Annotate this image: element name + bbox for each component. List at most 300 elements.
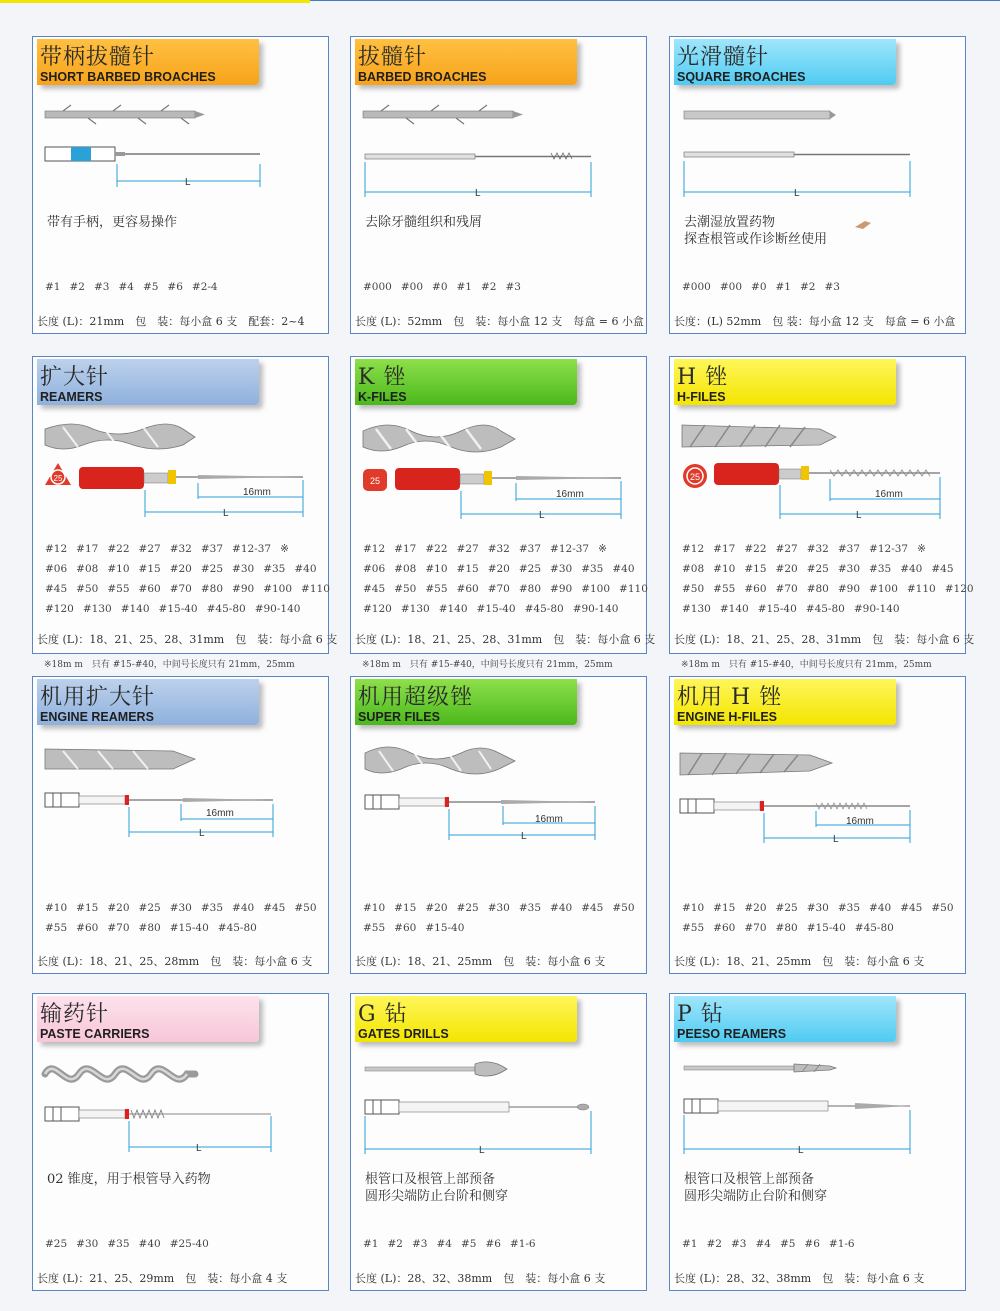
title-cn: 机用超级锉 xyxy=(358,685,474,710)
size-item: #1-6 xyxy=(509,1238,536,1250)
length-label: L xyxy=(223,508,229,519)
title-en: ENGINE REAMERS xyxy=(40,710,154,724)
size-item: #50 xyxy=(931,902,954,914)
card-paste-carriers xyxy=(32,993,329,1291)
barbed-shaft-image xyxy=(363,105,523,124)
working-length-label: 16mm xyxy=(846,816,874,827)
size-item: #50 xyxy=(294,902,317,914)
length-dimension xyxy=(684,1110,910,1154)
twisted-tip-image xyxy=(682,425,836,447)
description: 去潮湿放置药物 探查根管或作诊断丝使用 xyxy=(684,215,828,247)
size-item: #90-140 xyxy=(853,603,900,615)
size-item: #30 xyxy=(837,563,861,575)
size-row xyxy=(363,922,644,942)
size-item: #0 xyxy=(751,281,767,293)
size-item: #35 xyxy=(263,563,286,575)
length-label: L xyxy=(798,1145,804,1156)
size-item: #2 xyxy=(706,1238,722,1250)
size-row xyxy=(363,583,657,603)
title-en: SHORT BARBED BROACHES xyxy=(40,70,216,84)
size-item: #25 xyxy=(806,563,829,575)
size-list xyxy=(45,543,339,623)
size-item: #3 xyxy=(411,1238,428,1250)
twisted-tip-image xyxy=(365,747,515,774)
size-row xyxy=(682,543,983,563)
title-en: ENGINE H-FILES xyxy=(677,710,778,724)
size-item: #25 xyxy=(45,1238,68,1250)
size-item: #50 xyxy=(394,583,417,595)
working-length-label: 16mm xyxy=(556,489,584,500)
top-decoration xyxy=(0,0,1000,8)
length-dimension xyxy=(365,1111,591,1154)
svg-text:25: 25 xyxy=(369,476,381,486)
size-item: #20 xyxy=(487,563,510,575)
size-row xyxy=(682,1238,864,1258)
title-cn: H 锉 xyxy=(677,365,729,390)
size-item: #17 xyxy=(713,543,736,555)
size-item: #60 xyxy=(744,583,767,595)
twisted-tip-image xyxy=(45,749,195,769)
size-item: #30 xyxy=(487,902,510,914)
size-item: #20 xyxy=(107,902,130,914)
size-item: #15-40 xyxy=(757,603,797,615)
size-item: #45 xyxy=(900,902,923,914)
size-item: #4 xyxy=(436,1238,452,1250)
card-short-barbed-broaches xyxy=(32,36,329,334)
size-item: #130 xyxy=(682,603,711,615)
card-engine-h-files xyxy=(669,676,966,974)
title-en: PEESO REAMERS xyxy=(677,1027,787,1041)
description: 根管口及根管上部预备 圆形尖端防止台阶和侧穿 xyxy=(365,1172,509,1204)
length-label: L xyxy=(833,834,839,845)
working-length-label: 16mm xyxy=(243,487,271,498)
peeso-reamer-image xyxy=(684,1099,910,1113)
size-item: #1 xyxy=(456,281,472,293)
size-item: #000 xyxy=(363,281,392,293)
size-item: ※ xyxy=(280,543,289,555)
size-row xyxy=(682,603,983,623)
size-row xyxy=(682,902,963,922)
size-item: #5 xyxy=(142,281,159,293)
size-item: #30 xyxy=(550,563,573,575)
size-item: #55 xyxy=(713,583,736,595)
size-item: #120 xyxy=(363,603,392,615)
size-item: #40 xyxy=(900,563,923,575)
title-en: BARBED BROACHES xyxy=(358,70,487,84)
size-item: #50 xyxy=(682,583,705,595)
twisted-tip-image xyxy=(680,753,832,775)
size-item: #40 xyxy=(294,563,317,575)
size-item: #90 xyxy=(550,583,573,595)
size-item: #45 xyxy=(45,583,68,595)
size-item: #20 xyxy=(169,563,192,575)
size-item: #55 xyxy=(363,922,386,934)
size-item: #00 xyxy=(719,281,743,293)
size-item: #10 xyxy=(713,563,736,575)
size-list xyxy=(363,281,530,301)
size-item: #25-40 xyxy=(169,1238,209,1250)
title-cn: 输药针 xyxy=(40,1002,110,1027)
length-label: L xyxy=(185,177,191,188)
card-barbed-broaches xyxy=(350,36,647,334)
spec-line: 长度 (L)：52mm 包 装：每小盒 12 支 每盒 = 6 小盒 xyxy=(355,315,644,328)
size-item: #12-37 xyxy=(869,543,909,555)
svg-text:25: 25 xyxy=(53,474,63,483)
working-length-label: 16mm xyxy=(206,808,234,819)
length-label: L xyxy=(856,510,862,521)
size-item: #37 xyxy=(200,543,224,555)
footnote-reamers: ※18m m 只有 #15-#40，中间号长度只有 21mm，25mm xyxy=(44,660,295,670)
long-broach-image xyxy=(684,152,910,157)
size-item: #70 xyxy=(169,583,192,595)
size-item: #1 xyxy=(682,1238,698,1250)
size-item: #80 xyxy=(806,583,829,595)
spiral-tip-image xyxy=(45,1069,195,1079)
size-item: #110 xyxy=(619,583,648,595)
twisted-tip-image xyxy=(363,425,515,452)
size-item: #110 xyxy=(301,583,330,595)
size-item: #20 xyxy=(775,563,798,575)
size-item: #08 xyxy=(394,563,417,575)
size-item: #4 xyxy=(118,281,134,293)
size-list xyxy=(682,543,983,623)
size-item: #15-40 xyxy=(425,922,465,934)
size-item: #140 xyxy=(719,603,749,615)
spec-line: 长度 (L)：18、21、25、28、31mm 包 装：每小盒 6 支 xyxy=(37,633,338,646)
size-row xyxy=(45,902,326,922)
card-gates-drills xyxy=(350,993,647,1291)
size-item: #45-80 xyxy=(805,603,845,615)
size-item: #40 xyxy=(869,902,892,914)
length-label: L xyxy=(539,510,545,521)
size-row xyxy=(45,922,326,942)
size-item: #45-80 xyxy=(206,603,246,615)
size-item: #17 xyxy=(394,543,417,555)
size-item: #15-40 xyxy=(806,922,846,934)
size-list xyxy=(363,543,657,623)
size-row xyxy=(363,1238,545,1258)
length-label: L xyxy=(199,828,205,839)
size-list xyxy=(682,1238,864,1258)
size-item: #45-80 xyxy=(524,603,564,615)
size-row xyxy=(363,563,657,583)
size-item: #15 xyxy=(744,563,767,575)
size-item: #70 xyxy=(775,583,798,595)
size-item: #1 xyxy=(45,281,61,293)
svg-text:25: 25 xyxy=(689,472,701,482)
spec-line: 长度 (L)：18、21、25mm 包 装：每小盒 6 支 xyxy=(674,955,925,968)
size-item: #4 xyxy=(755,1238,771,1250)
size-item: #27 xyxy=(456,543,479,555)
size-item: #80 xyxy=(518,583,542,595)
size-item: #5 xyxy=(460,1238,477,1250)
twisted-tip-image xyxy=(45,424,195,449)
size-item: #35 xyxy=(581,563,604,575)
hand-file-image xyxy=(683,463,940,488)
size-item: #10 xyxy=(107,563,130,575)
size-item: #30 xyxy=(806,902,829,914)
size-item: #90 xyxy=(837,583,861,595)
size-item: #10 xyxy=(682,902,705,914)
size-item: #100 xyxy=(581,583,611,595)
size-item: ※ xyxy=(917,543,926,555)
title-cn: 拔髓针 xyxy=(358,45,428,70)
size-item: #60 xyxy=(713,922,736,934)
spec-line: 长度 (L)：18、21、25、28、31mm 包 装：每小盒 6 支 xyxy=(355,633,656,646)
size-item: #06 xyxy=(363,563,386,575)
size-item: #37 xyxy=(518,543,542,555)
stain-mark xyxy=(855,221,871,229)
size-item: #1 xyxy=(775,281,791,293)
description: 带有手柄，更容易操作 xyxy=(47,215,178,230)
size-item: #20 xyxy=(744,902,767,914)
card-reamers xyxy=(32,356,338,654)
size-item: #50 xyxy=(76,583,99,595)
size-list xyxy=(45,902,326,942)
title-en: H-FILES xyxy=(677,390,726,404)
size-item: #2-4 xyxy=(191,281,218,293)
size-item: #55 xyxy=(107,583,130,595)
size-item: #32 xyxy=(169,543,192,555)
size-row xyxy=(45,583,339,603)
title-cn: 扩大针 xyxy=(40,365,110,390)
size-item: #12 xyxy=(682,543,705,555)
size-item: #15 xyxy=(76,902,99,914)
size-item: #25 xyxy=(518,563,542,575)
size-item: #55 xyxy=(425,583,448,595)
size-item: #06 xyxy=(45,563,68,575)
size-item: #40 xyxy=(232,902,255,914)
title-en: K-FILES xyxy=(358,390,407,404)
size-item: #90-140 xyxy=(572,603,619,615)
size-item: #6 xyxy=(485,1238,501,1250)
length-label: L xyxy=(475,188,481,199)
barbed-shaft-image xyxy=(45,105,205,124)
description: 02 锥度，用于根管导入药物 xyxy=(47,1172,211,1187)
size-row xyxy=(45,1238,218,1258)
size-item: #15 xyxy=(456,563,479,575)
spec-line: 长度 (L)：18、21、25、28、31mm 包 装：每小盒 6 支 xyxy=(674,633,975,646)
title-en: PASTE CARRIERS xyxy=(40,1027,150,1041)
handled-broach-image xyxy=(45,147,260,161)
title-cn: 带柄拔髓针 xyxy=(40,45,156,70)
size-item: #2 xyxy=(480,281,497,293)
size-item: #35 xyxy=(837,902,861,914)
size-item: #45 xyxy=(581,902,604,914)
size-item: #40 xyxy=(138,1238,161,1250)
size-item: #27 xyxy=(138,543,161,555)
title-en: GATES DRILLS xyxy=(358,1027,449,1041)
size-item: #25 xyxy=(456,902,479,914)
size-item: #60 xyxy=(456,583,479,595)
gates-drill-image xyxy=(365,1100,589,1114)
size-item: #50 xyxy=(612,902,635,914)
size-item: #110 xyxy=(906,583,936,595)
size-item: #12-37 xyxy=(550,543,590,555)
spec-line: 长度 (L)：18、21、25mm 包 装：每小盒 6 支 xyxy=(355,955,606,968)
size-item: #00 xyxy=(400,281,424,293)
card-h-files xyxy=(669,356,975,654)
size-item: #40 xyxy=(550,902,573,914)
footnote-h-files: ※18m m 只有 #15-#40，中间号长度只有 21mm，25mm xyxy=(681,660,932,670)
spec-line: 长度 (L)：18、21、25、28mm 包 装：每小盒 6 支 xyxy=(37,955,313,968)
size-item: #45 xyxy=(931,563,954,575)
title-cn: G 钻 xyxy=(358,1002,408,1027)
size-item: #0 xyxy=(432,281,448,293)
size-item: #70 xyxy=(744,922,767,934)
size-item: #32 xyxy=(487,543,510,555)
card-super-files xyxy=(350,676,647,974)
size-row xyxy=(45,603,339,623)
size-item: #12 xyxy=(45,543,68,555)
spec-line: 长度：(L) 52mm 包 装：每小盒 12 支 每盒 = 6 小盒 xyxy=(674,315,956,328)
size-item: #70 xyxy=(107,922,130,934)
size-item: #60 xyxy=(138,583,161,595)
description: 根管口及根管上部预备 圆形尖端防止台阶和侧穿 xyxy=(684,1172,828,1204)
title-cn: 机用扩大针 xyxy=(40,685,156,710)
title-cn: P 钻 xyxy=(677,1002,724,1027)
size-row xyxy=(363,543,657,563)
size-item: #140 xyxy=(438,603,468,615)
size-list xyxy=(682,281,849,301)
card-engine-reamers xyxy=(32,676,329,974)
size-item: #25 xyxy=(200,563,224,575)
title-en: SQUARE BROACHES xyxy=(677,70,806,84)
long-broach-image xyxy=(365,153,591,159)
size-item: #2 xyxy=(69,281,85,293)
size-row xyxy=(45,543,339,563)
size-item: #130 xyxy=(400,603,430,615)
size-item: #08 xyxy=(682,563,705,575)
size-item: #6 xyxy=(804,1238,820,1250)
size-item: #55 xyxy=(45,922,68,934)
size-item: #3 xyxy=(505,281,521,293)
spec-line: 长度 (L)：28、32、38mm 包 装：每小盒 6 支 xyxy=(355,1272,606,1285)
size-item: ※ xyxy=(598,543,607,555)
paste-carrier-image xyxy=(45,1107,271,1121)
footnote-k-files: ※18m m 只有 #15-#40，中间号长度只有 21mm，25mm xyxy=(362,660,613,670)
size-item: #100 xyxy=(869,583,898,595)
size-item: #35 xyxy=(107,1238,130,1250)
engine-file-image xyxy=(365,795,595,809)
size-item: #100 xyxy=(263,583,293,595)
card-k-files xyxy=(350,356,656,654)
hand-file-image xyxy=(45,463,303,489)
size-row xyxy=(363,603,657,623)
size-item: #12 xyxy=(363,543,386,555)
size-item: #80 xyxy=(200,583,224,595)
size-item: #55 xyxy=(682,922,705,934)
size-item: #45 xyxy=(363,583,386,595)
size-item: #60 xyxy=(394,922,417,934)
size-list xyxy=(363,1238,545,1258)
size-item: #30 xyxy=(232,563,255,575)
title-en: SUPER FILES xyxy=(358,710,440,724)
size-item: #5 xyxy=(779,1238,796,1250)
size-item: #15-40 xyxy=(169,922,209,934)
size-item: #10 xyxy=(425,563,448,575)
size-item: #12-37 xyxy=(232,543,272,555)
size-item: #60 xyxy=(76,922,99,934)
size-item: #90 xyxy=(232,583,255,595)
drill-tip-image xyxy=(684,1064,836,1072)
size-item: #22 xyxy=(425,543,448,555)
size-list xyxy=(45,281,227,301)
spec-line: 长度 (L)：28、32、38mm 包 装：每小盒 6 支 xyxy=(674,1272,925,1285)
card-peeso-reamers xyxy=(669,993,966,1291)
working-length-label: 16mm xyxy=(535,814,563,825)
size-list xyxy=(363,902,644,942)
size-row xyxy=(682,583,983,603)
size-item: #20 xyxy=(425,902,448,914)
size-item: #80 xyxy=(138,922,161,934)
size-item: #000 xyxy=(682,281,711,293)
size-item: #45 xyxy=(263,902,286,914)
length-label: L xyxy=(196,1143,202,1154)
title-cn: K 锉 xyxy=(358,365,407,390)
size-list xyxy=(682,902,963,942)
size-item: #3 xyxy=(824,281,840,293)
title-en: REAMERS xyxy=(40,390,103,404)
title-cn: 机用 H 锉 xyxy=(677,685,783,710)
size-item: #120 xyxy=(45,603,74,615)
size-item: #1-6 xyxy=(828,1238,855,1250)
size-item: #32 xyxy=(806,543,829,555)
size-row xyxy=(682,281,849,301)
size-item: #6 xyxy=(167,281,183,293)
description: 去除牙髓组织和残屑 xyxy=(365,215,483,230)
size-item: #22 xyxy=(744,543,767,555)
size-item: #40 xyxy=(612,563,635,575)
size-item: #15 xyxy=(138,563,161,575)
engine-file-image xyxy=(680,799,910,813)
size-item: #45-80 xyxy=(217,922,257,934)
size-item: #35 xyxy=(869,563,892,575)
engine-file-image xyxy=(45,793,273,807)
size-item: #25 xyxy=(775,902,798,914)
drill-tip-image xyxy=(365,1062,507,1076)
size-item: #25 xyxy=(138,902,161,914)
size-item: #30 xyxy=(169,902,192,914)
size-row xyxy=(682,563,983,583)
size-item: #2 xyxy=(799,281,816,293)
size-item: #2 xyxy=(387,1238,403,1250)
size-item: #22 xyxy=(107,543,130,555)
size-row xyxy=(45,563,339,583)
size-item: #15-40 xyxy=(158,603,198,615)
size-item: #35 xyxy=(518,902,542,914)
size-list xyxy=(45,1238,218,1258)
title-cn: 光滑髓针 xyxy=(677,45,770,70)
size-row xyxy=(363,902,644,922)
size-item: #35 xyxy=(200,902,224,914)
size-item: #08 xyxy=(76,563,99,575)
size-item: #37 xyxy=(837,543,861,555)
size-item: #10 xyxy=(363,902,386,914)
spec-line: 长度 (L)：21、25、29mm 包 装：每小盒 4 支 xyxy=(37,1272,288,1285)
size-item: #15 xyxy=(394,902,417,914)
size-item: #17 xyxy=(76,543,99,555)
size-item: #70 xyxy=(487,583,510,595)
size-item: #3 xyxy=(730,1238,747,1250)
size-item: #15-40 xyxy=(476,603,516,615)
size-item: #15 xyxy=(713,902,736,914)
smooth-shaft-image xyxy=(684,111,836,119)
size-item: #3 xyxy=(93,281,110,293)
size-row xyxy=(363,281,530,301)
card-square-broaches xyxy=(669,36,966,334)
size-item: #90-140 xyxy=(254,603,301,615)
